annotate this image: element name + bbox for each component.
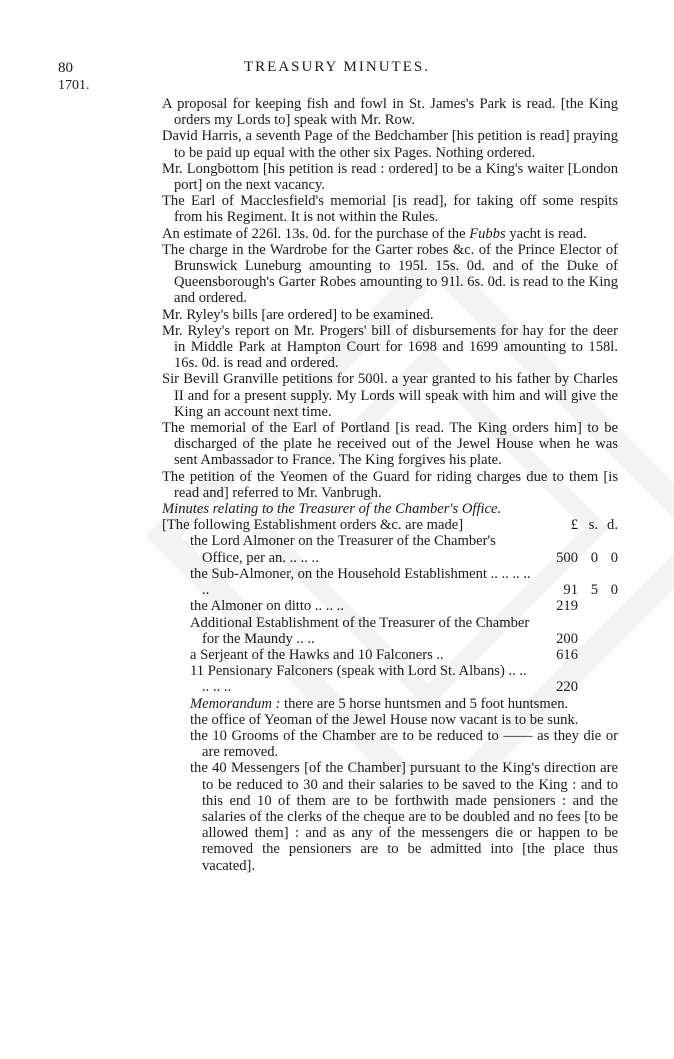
paragraph-text: yacht is read.: [505, 225, 587, 242]
order-item: the office of Yeoman of the Jewel House now vacant is to be sunk.: [190, 711, 579, 728]
establishment-intro: [The following Establishment orders &c. are made]: [162, 517, 464, 534]
paragraph: The petition of the Yeomen of the Guard for riding charges due to them [is read and] referred to Mr. Vanbrugh.: [162, 468, 618, 501]
paragraph: Mr. Ryley's bills [are ordered] to be examined.: [162, 306, 434, 323]
yacht-name: Fubbs: [469, 225, 506, 242]
establishment-row: [162, 566, 618, 598]
amount-shillings: 0: [590, 549, 598, 566]
paragraph: Mr. Ryley's report on Mr. Progers' bill of disbursements for hay for the deer in Middle Park at Hampton Court for 1698 and 1699 amounting to 158l. 16s. 0d. is read and ordered.: [162, 322, 618, 372]
section-heading: Minutes relating to the Treasurer of the Chamber's Office.: [162, 501, 502, 518]
memorandum-text: there are 5 horse huntsmen and 5 foot huntsmen.: [280, 695, 569, 712]
paragraph: The memorial of the Earl of Portland [is read. The King orders him] to be discharged of the plate he received out of the Jewel House when he was sent Ambassador to France. The King forgives his plate.: [162, 420, 618, 469]
establishment-row: [162, 615, 618, 647]
establishment-desc: a Serjeant of the Hawks and 10 Falconers ..: [190, 646, 444, 663]
amount-pounds: 220: [556, 679, 578, 696]
amount-pounds: 91: [563, 582, 578, 599]
establishment-desc: the Lord Almoner on the Treasurer of the Chamber's Office, per an. .. .. ..: [190, 533, 496, 566]
running-head: TREASURY MINUTES.: [244, 59, 430, 75]
memorandum: [190, 696, 618, 712]
pence-header: d.: [607, 517, 618, 534]
margin-year: 1701.: [58, 78, 90, 93]
paragraph: A proposal for keeping fish and fowl in St. James's Park is read. [the King orders my Lords to] speak with Mr. Row.: [162, 96, 618, 129]
paragraph-text: An estimate of 226l. 13s. 0d. for the purchase of the: [162, 225, 470, 242]
amount-pounds: 500: [556, 549, 578, 566]
paragraph: The Earl of Macclesfield's memorial [is read], for taking off some respits from his Regiment. It is not within the Rules.: [162, 193, 618, 226]
amount-shillings: 5: [590, 582, 598, 599]
establishment-header-row: [162, 517, 618, 533]
establishment-desc: Additional Establishment of the Treasurer of the Chamber for the Maundy .. ..: [190, 614, 530, 647]
establishment-row: [162, 533, 618, 565]
page-number: 80: [58, 60, 73, 76]
paragraph: Sir Bevill Granville petitions for 500l. a year granted to his father by Charles II and for a present supply. My Lords will speak with him and will give the King an account next time.: [162, 371, 618, 420]
paragraph: The charge in the Wardrobe for the Garter robes &c. of the Prince Elector of Brunswick Luneburg amounting to 195l. 15s. 0d. and of the Duke of Queensborough's Garter Robes amounting to 91l. 6s. 0d. is read to the King and ordered.: [162, 241, 618, 307]
amount-pence: 0: [610, 549, 618, 566]
amount-pounds: 200: [556, 630, 578, 647]
shillings-header: s.: [588, 517, 598, 534]
memorandum-label: Memorandum :: [190, 695, 281, 712]
establishment-desc: 11 Pensionary Falconers (speak with Lord St. Albans) .. .. .. .. ..: [190, 663, 527, 696]
establishment-row: [162, 647, 618, 663]
paragraph: David Harris, a seventh Page of the Bedchamber [his petition is read] praying to be paid up equal with the other six Pages. Nothing ordered.: [162, 128, 618, 161]
amount-pounds: 616: [556, 646, 578, 663]
amount-pence: 0: [610, 582, 618, 599]
order-item: the 40 Messengers [of the Chamber] pursuant to the King's direction are to be reduced to 30 and their salaries to be saved to the King : and to this end 10 of them are to be forthwith made pensioners : and the salaries of the clerks of the cheque are to be doubled and no fees [to be allowed them] : and as any of the messengers die or happen to be removed the pensioners are to be admitted into [the place thus vacated].: [190, 760, 618, 874]
pounds-header: £: [570, 517, 578, 534]
establishment-row: [162, 598, 618, 614]
page-body: [162, 96, 618, 874]
memorandum-block: [162, 696, 618, 874]
establishment-desc: the Almoner on ditto .. .. ..: [190, 598, 345, 615]
paragraph: [162, 226, 618, 242]
paragraph: Mr. Longbottom [his petition is read : ordered] to be a King's waiter [London port] on the next vacancy.: [162, 160, 618, 194]
order-item: the 10 Grooms of the Chamber are to be reduced to —— as they die or are removed.: [190, 727, 618, 761]
establishment-row: [162, 663, 618, 695]
amount-pounds: 219: [556, 598, 578, 615]
establishment-desc: the Sub-Almoner, on the Household Establishment .. .. .. .. ..: [190, 565, 531, 599]
